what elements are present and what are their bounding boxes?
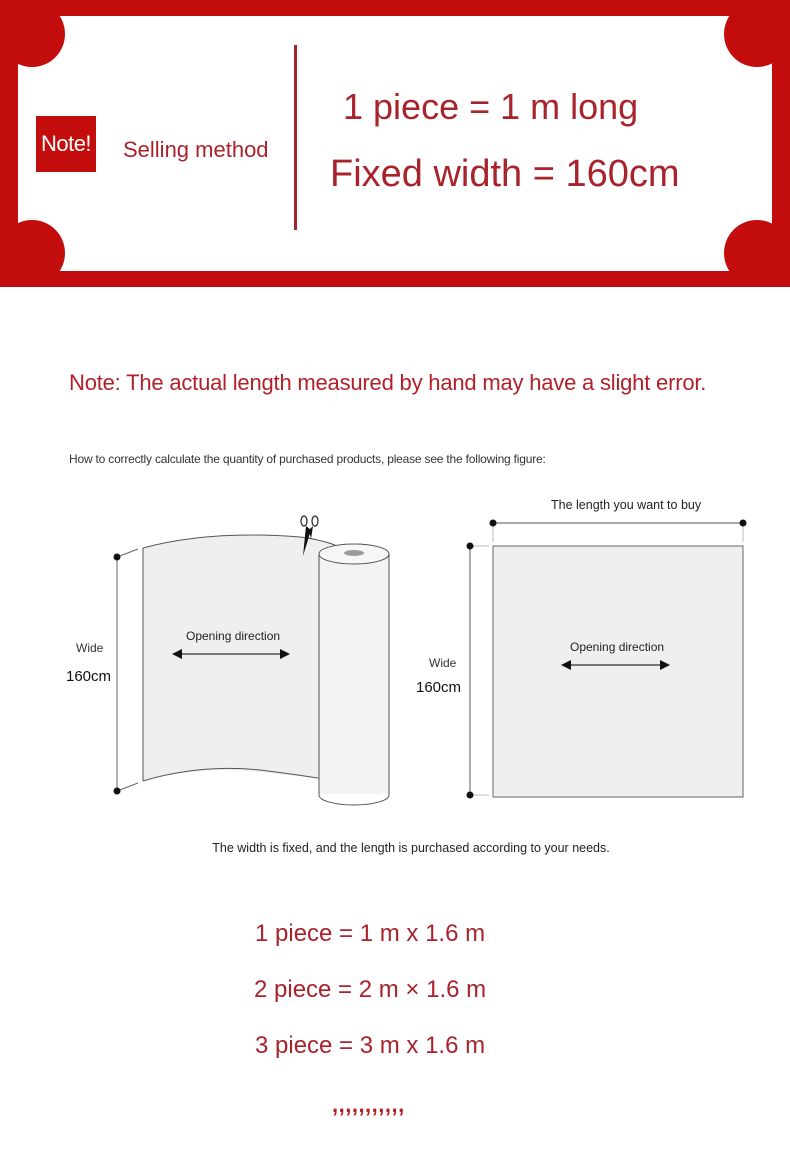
corner-notch-top-left	[0, 1, 65, 67]
sheet-figure	[467, 520, 747, 799]
sheet-length-label: The length you want to buy	[551, 498, 702, 512]
sheet-width-value: 160cm	[416, 679, 462, 696]
headline-width: Fixed width = 160cm	[330, 153, 680, 195]
formula-2-piece: 2 piece = 2 m × 1.6 m	[254, 976, 487, 1003]
corner-notch-bottom-right	[724, 220, 790, 286]
corner-notch-top-right	[724, 1, 790, 67]
roll-wide-label: Wide	[76, 641, 104, 655]
divider	[294, 45, 297, 230]
figure-caption: The width is fixed, and the length is purchased according to your needs.	[212, 841, 610, 855]
measurement-warning: Note: The actual length measured by hand may have a slight error.	[69, 370, 707, 395]
note-badge: Note!	[36, 116, 96, 172]
section-label: Selling method	[123, 137, 269, 162]
roll-width-value: 160cm	[66, 668, 112, 685]
howto-instruction: How to correctly calculate the quantity of purchased products, please see the following figure:	[69, 452, 546, 466]
corner-notch-bottom-left	[0, 220, 65, 286]
roll-figure	[114, 516, 390, 805]
headline-length: 1 piece = 1 m long	[343, 86, 639, 127]
formula-1-piece: 1 piece = 1 m x 1.6 m	[255, 920, 486, 947]
roll-direction-label: Opening direction	[186, 629, 281, 643]
continuation-marks: ,,,,,,,,,,,	[332, 1092, 405, 1117]
size-diagram	[0, 480, 790, 820]
sheet-direction-label: Opening direction	[570, 640, 665, 654]
selling-method-banner	[0, 0, 790, 287]
sheet-wide-label: Wide	[429, 656, 457, 670]
formula-3-piece: 3 piece = 3 m x 1.6 m	[255, 1032, 486, 1059]
